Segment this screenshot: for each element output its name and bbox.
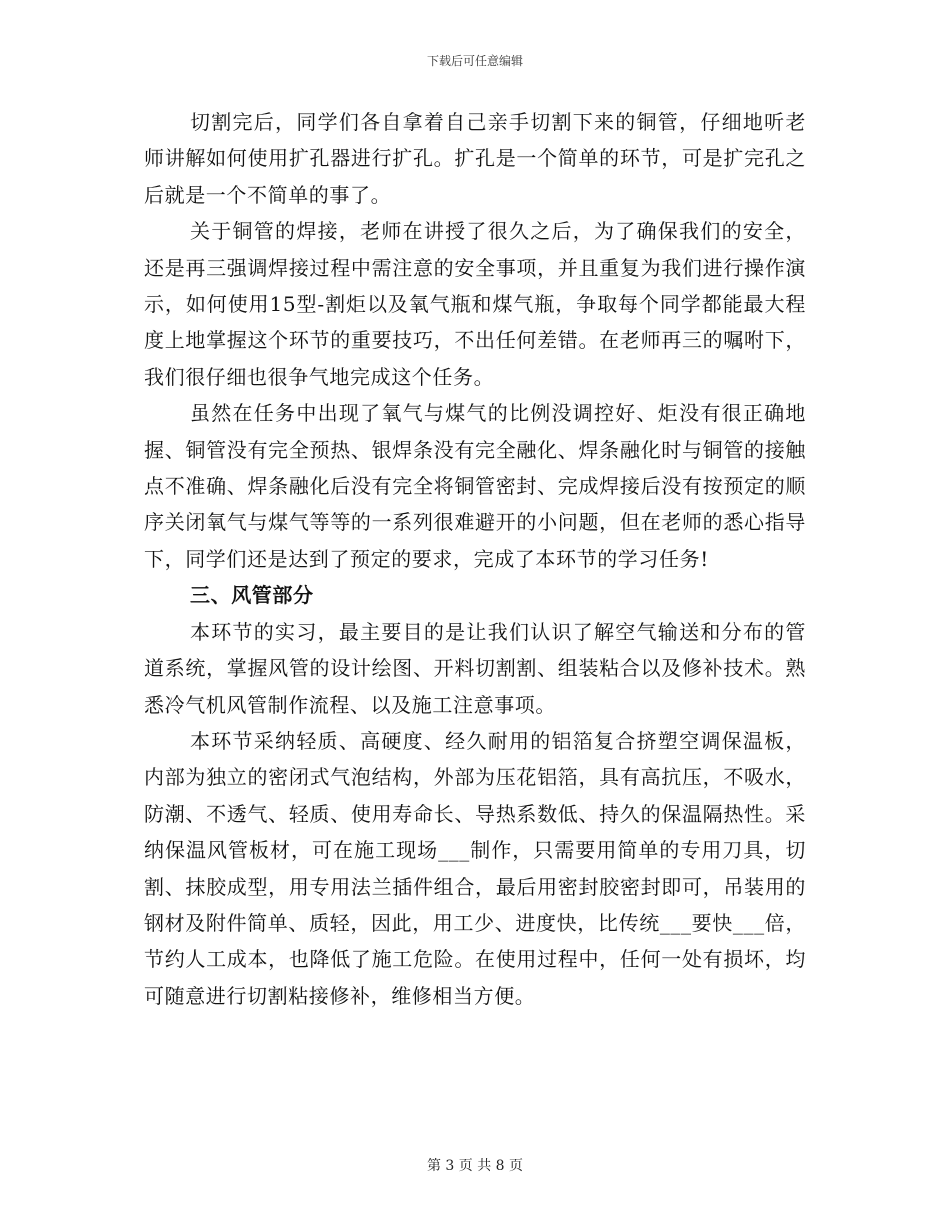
paragraph-copper-pipe-expanding: 切割完后，同学们各自拿着自己亲手切割下来的铜管，仔细地听老师讲解如何使用扩孔器进行扩孔。扩孔是一个简单的环节，可是扩完孔之后就是一个不简单的事了。	[144, 110, 806, 207]
paragraph-air-duct-material: 本环节采纳轻质、高硬度、经久耐用的铝箔复合挤塑空调保温板，内部为独立的密闭式气泡结构，外部为压花铝箔，具有高抗压，不吸水，防潮、不透气、轻质、使用寿命长、导热系数低、持久的保温隔热性。采纳保温风管板材，可在施工现场___制作，只需要用简单的专用刀具，切割、抹胶成型，用专用法兰插件组合，最后用密封胶密封即可，吊装用的钢材及附件简单、质轻，因此，用工少、进度快，比传统___要快___倍，节约人工成本，也降低了施工危险。在使用过程中，任何一处有损坏，均可随意进行切割粘接修补，维修相当方便。	[144, 728, 806, 1008]
paragraph-copper-pipe-welding: 关于铜管的焊接，老师在讲授了很久之后，为了确保我们的安全，还是再三强调焊接过程中需注意的安全事项，并且重复为我们进行操作演示，如何使用15型-割炬以及氧气瓶和煤气瓶，争取每个同学都能最大程度上地掌握这个环节的重要技巧，不出任何差错。在老师再三的嘱咐下，我们很仔细也很争气地完成这个任务。	[144, 219, 806, 389]
paragraph-welding-problems: 虽然在任务中出现了氧气与煤气的比例没调控好、炬没有很正确地握、铜管没有完全预热、银焊条没有完全融化、焊条融化时与铜管的接触点不准确、焊条融化后没有完全将铜管密封、完成焊接后没有按预定的顺序关闭氧气与煤气等等的一系列很难避开的小问题，但在老师的悉心指导下，同学们还是达到了预定的要求，完成了本环节的学习任务!	[144, 401, 806, 571]
paragraph-air-duct-purpose: 本环节的实习，最主要目的是让我们认识了解空气输送和分布的管道系统，掌握风管的设计绘图、开料切割割、组装粘合以及修补技术。熟悉冷气机风管制作流程、以及施工注意事项。	[144, 619, 806, 717]
page-number-footer: 第 3 页 共 8 页	[426, 1158, 524, 1174]
page-header: 下载后可任意编辑	[426, 54, 523, 68]
section-heading-air-duct: 三、风管部分	[190, 583, 314, 608]
document-body	[144, 104, 806, 1014]
